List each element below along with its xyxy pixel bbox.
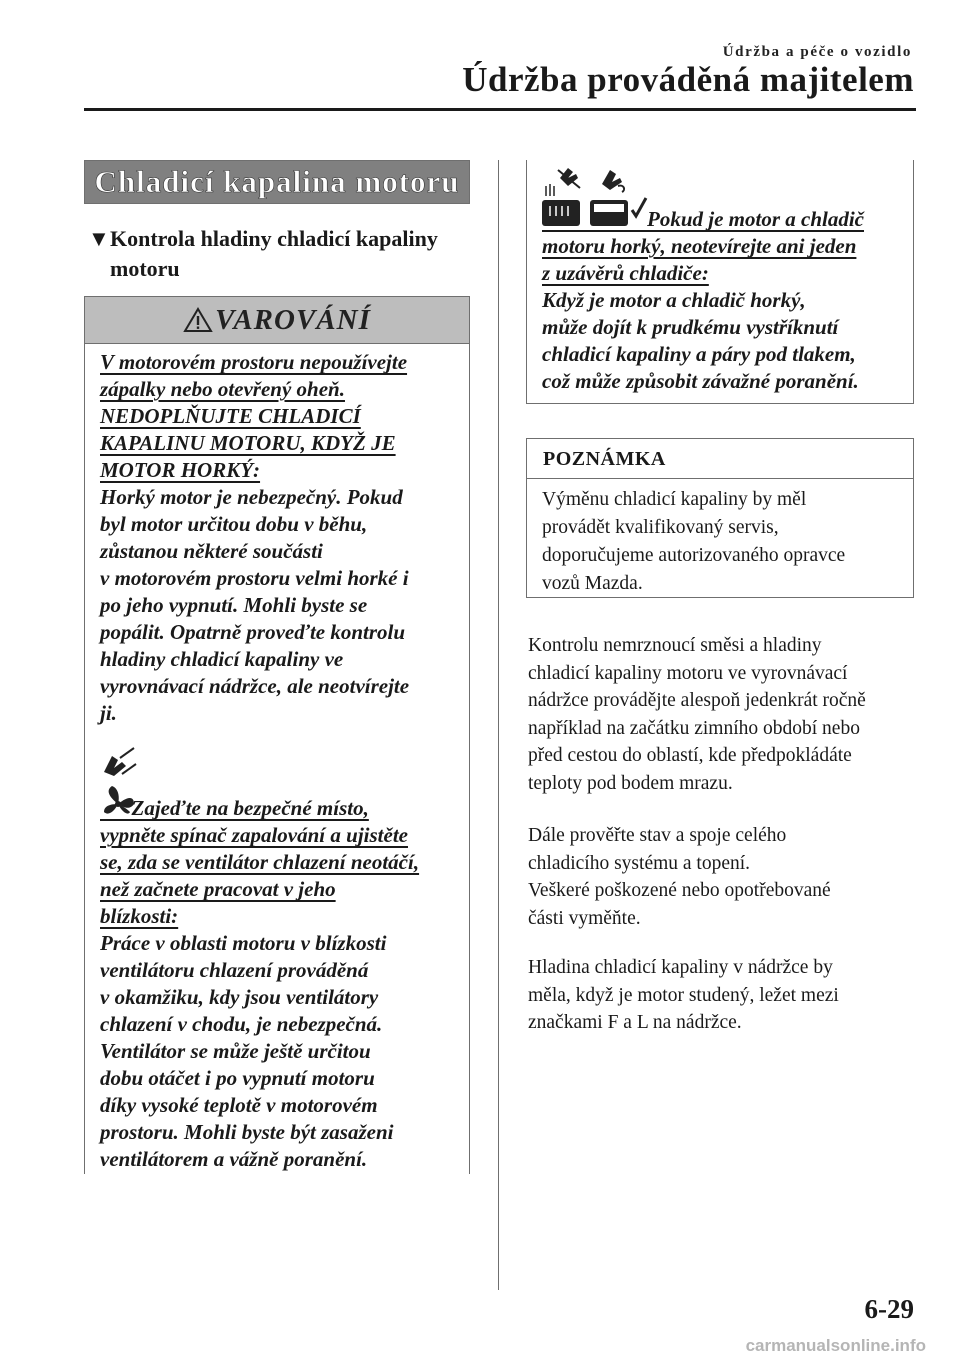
text-line: zápalky nebo otevřený oheň. [100, 377, 345, 401]
hot-warning-left-border [526, 160, 527, 404]
text-line: provádět kvalifikovaný servis, [542, 517, 779, 538]
warning-title-bar [84, 296, 470, 344]
text-line: vypněte spínač zapalování a ujistěte [100, 823, 408, 847]
text-line: vyrovnávací nádržce, ale neotvírejte [100, 674, 410, 698]
text-line: KAPALINU MOTORU, KDYŽ JE [100, 431, 396, 455]
subheading-line1: Kontrola hladiny chladicí kapaliny [110, 226, 438, 251]
subheading [88, 224, 468, 284]
page-number: 6-29 [864, 1294, 914, 1324]
text-line: vozů Mazda. [542, 573, 643, 594]
text-line: díky vysoké teplotě v motorovém [100, 1093, 378, 1117]
note-text [542, 486, 904, 598]
note-title: POZNÁMKA [543, 448, 666, 470]
warning-text-fan [100, 795, 462, 1173]
text-line: chladicí kapaliny motoru ve vyrovnávací [528, 662, 848, 684]
text-line: například na začátku zimního období nebo [528, 717, 860, 739]
paragraph-coolant-level [528, 954, 918, 1037]
text-line: Kontrolu nemrznoucí směsi a hladiny [528, 635, 822, 656]
text-line: blízkosti: [100, 904, 179, 928]
text-line: nádržce provádějte alespoň jedenkrát ročně [528, 690, 866, 711]
text-line: Ventilátor se může ještě určitou [100, 1039, 371, 1063]
text-line: Pokud je motor a chladič [542, 207, 864, 231]
text-line: může dojít k prudkému vystříknutí [542, 315, 839, 339]
text-line: se, zda se ventilátor chlazení neotáčí, [100, 850, 420, 874]
hot-warning-bottom-border [526, 403, 914, 404]
text-line: zůstanou některé součásti [100, 539, 323, 563]
text-line: Zajeďte na bezpečné místo, [100, 796, 369, 820]
paragraph-antifreeze [528, 632, 918, 797]
note-title-bar [527, 439, 913, 479]
text-line: po jeho vypnutí. Mohli byste se [100, 593, 368, 617]
text-line: Dále prověřte stav a spoje celého [528, 825, 787, 846]
text-line: popálit. Opatrně proveďte kontrolu [100, 620, 406, 644]
text-line: v motorovém prostoru velmi horké i [100, 566, 409, 590]
text-line: chladicí kapaliny a páry pod tlakem, [542, 342, 856, 366]
text-line: Výměnu chladicí kapaliny by měl [542, 489, 807, 510]
subheading-line2: motoru [110, 256, 180, 281]
column-divider [498, 160, 499, 1290]
text-line: Veškeré poškozené nebo opotřebované [528, 880, 831, 901]
text-line: prostoru. Mohli byste být zasaženi [100, 1120, 394, 1144]
text-line: ventilátorem a vážně poranění. [100, 1147, 368, 1171]
warning-triangle-icon [183, 307, 213, 333]
warning-box-right-border [469, 344, 470, 1174]
text-line: chladicího systému a topení. [528, 852, 751, 874]
text-line: ventilátoru chlazení prováděná [100, 958, 369, 982]
text-line: části vyměňte. [528, 907, 641, 929]
text-line: byl motor určitou dobu v běhu, [100, 512, 368, 536]
text-line: V motorovém prostoru nepoužívejte [100, 350, 408, 374]
section-title: Chladicí kapalina motoru [94, 164, 460, 199]
page-header-title: Údržba prováděná majitelem [462, 60, 914, 99]
text-line: Horký motor je nebezpečný. Pokud [100, 485, 403, 509]
text-line: teploty pod bodem mrazu. [528, 772, 733, 794]
text-line: před cestou do oblastí, kde předpokládáte [528, 745, 852, 766]
text-line: dobu otáčet i po vypnutí motoru [100, 1066, 375, 1090]
warning-title: VAROVÁNÍ [215, 303, 371, 336]
triangle-bullet-icon: ▼ [88, 226, 110, 251]
paragraph-system-check [528, 822, 918, 932]
section-title-bar [84, 160, 470, 204]
warning-text-fire [100, 349, 460, 727]
text-line: což může způsobit závažné poranění. [542, 369, 859, 393]
warning-text-radiator [542, 206, 904, 395]
text-line: Když je motor a chladič horký, [542, 288, 806, 312]
text-line: motoru horký, neotevírejte ani jeden [542, 234, 857, 258]
text-line: doporučujeme autorizovaného opravce [542, 545, 846, 566]
text-line: Hladina chladicí kapaliny v nádržce by [528, 957, 833, 978]
text-line: MOTOR HORKÝ: [100, 458, 261, 482]
text-line: NEDOPLŇUJTE CHLADICÍ [100, 404, 361, 428]
text-line: než začnete pracovat v jeho [100, 877, 336, 901]
watermark: carmanualsonline.info [745, 1336, 926, 1355]
text-line: měla, když je motor studený, ležet mezi [528, 984, 839, 1006]
chapter-label: Údržba a péče o vozidlo [722, 44, 912, 60]
text-line: značkami F a L na nádržce. [528, 1012, 742, 1033]
text-line: Práce v oblasti motoru v blízkosti [100, 931, 387, 955]
text-line: v okamžiku, kdy jsou ventilátory [100, 985, 379, 1009]
text-line: chlazení v chodu, je nebezpečná. [100, 1012, 383, 1036]
text-line: ji. [100, 701, 117, 725]
warning-box-left-border [84, 344, 85, 1174]
text-line: hladiny chladicí kapaliny ve [100, 647, 344, 671]
text-line: z uzávěrů chladiče: [542, 261, 709, 285]
header-rule [84, 108, 916, 111]
hot-warning-right-border [913, 160, 914, 404]
